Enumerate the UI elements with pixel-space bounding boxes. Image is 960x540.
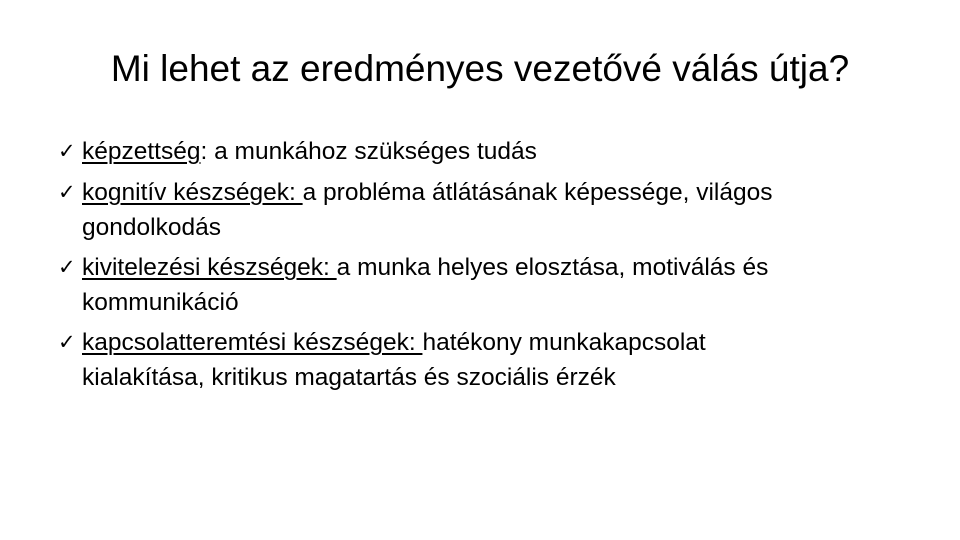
item-term: kivitelezési készségek: <box>82 254 337 281</box>
item-description: a munkához szükséges tudás <box>207 138 537 165</box>
slide-title: Mi lehet az eredményes vezetővé válás útja? <box>110 48 850 89</box>
checkmark-icon: ✓ <box>58 180 76 204</box>
item-continuation: kommunikáció <box>82 289 239 316</box>
checkmark-icon: ✓ <box>58 330 76 354</box>
list-item <box>58 322 928 397</box>
list-item <box>58 131 928 172</box>
item-separator: : <box>200 138 208 165</box>
item-description: hatékony munkakapcsolat <box>422 329 706 356</box>
checkmark-icon: ✓ <box>58 255 76 279</box>
item-term: kognitív készségek: <box>82 179 303 206</box>
item-description: a munka helyes elosztása, motiválás és <box>336 254 769 281</box>
checkmark-icon: ✓ <box>58 139 76 163</box>
item-term: képzettség <box>82 138 201 165</box>
bullet-list <box>58 131 928 397</box>
list-item <box>58 172 928 247</box>
item-continuation: gondolkodás <box>82 214 221 241</box>
item-description: a probléma átlátásának képessége, világos <box>302 179 773 206</box>
item-term: kapcsolatteremtési készségek: <box>82 329 423 356</box>
item-continuation: kialakítása, kritikus magatartás és szociális érzék <box>82 364 616 391</box>
list-item <box>58 247 928 322</box>
